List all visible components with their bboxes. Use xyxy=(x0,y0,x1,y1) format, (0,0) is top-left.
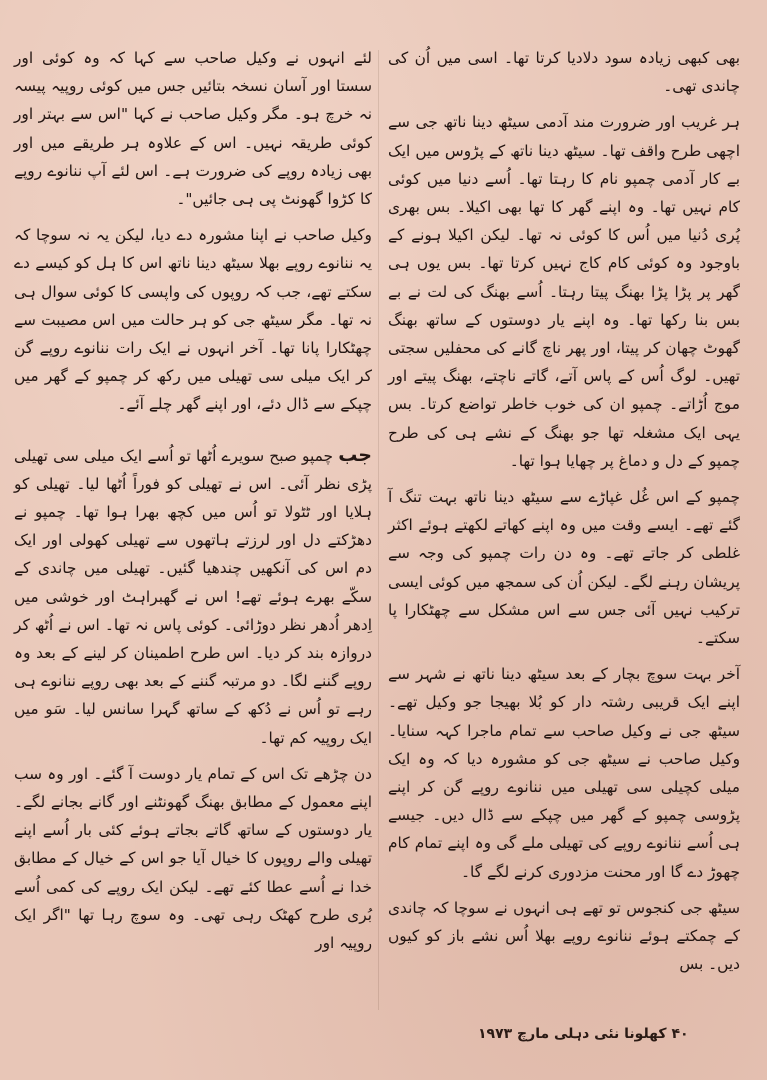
publication-line: کھلونا نئی دہلی مارچ ۱۹۷۳ xyxy=(478,1026,667,1042)
paragraph: سیٹھ جی کنجوس تو تھے ہی انہوں نے سوچا کہ چاندی کے چمکتے ہوئے ننانوے روپے بھلا اُس نشے باز کو کیوں دیں۔ بس xyxy=(388,898,740,974)
paragraph: بھی کبھی زیادہ سود دلادیا کرتا تھا۔ اسی میں اُن کی چاندی تھی۔ xyxy=(388,49,740,96)
column-divider xyxy=(378,50,379,1010)
paragraph: چمپو کے اس غُل غپاڑے سے سیٹھ دینا ناتھ بہت تنگ آ گئے تھے۔ ایسے وقت میں وہ اپنے کھاتے لکھتے ہوئے اکثر غلطی کر جاتے تھے۔ وہ دن رات چمپو کی وجہ سے پریشان رہنے لگے۔ لیکن اُن کی سمجھ میں کوئی ایسی ترکیب نہیں آئی جس سے اس مشکل سے چھٹکارا پا سکتے۔ xyxy=(388,488,740,648)
section-paragraph xyxy=(14,441,372,752)
paragraph: ہر غریب اور ضرورت مند آدمی سیٹھ دینا ناتھ جی سے اچھی طرح واقف تھا۔ سیٹھ دینا ناتھ کے پڑوس میں ایک بے کار آدمی چمپو نام کا رہتا تھا۔ اُسے دنیا میں کوئی کام نہیں تھا۔ وہ اپنے گھر کا تھا بھی اکیلا۔ بس بھری پُری دُنیا میں اُس کا کوئی نہ تھا۔ لیکن اکیلا ہونے کے باوجود وہ کوئی کام کاج نہیں کرتا تھا۔ بس یوں ہی گھر پر پڑا پڑا بھنگ پیتا رہتا۔ اُسے بھنگ کی لت نے بے بس بنا رکھا تھا۔ وہ اپنے یار دوستوں کے ساتھ بھنگ گھوٹ چھان کر پیتا، اور پھر ناچ گانے کی محفلیں سجتی تھیں۔ لوگ اُس کے پاس آتے، گاتے ناچتے، بھنگ پیتے اور موج اُڑاتے۔ چمپو ان کی خوب خاطر تواضع کرتا۔ بس یہی ایک مشغلہ تھا جو بھنگ کے نشے ہی کی طرح چمپو کے دل و دماغ پر چھایا ہوا تھا۔ xyxy=(388,113,740,470)
paragraph: لئے انہوں نے وکیل صاحب سے کہا کہ وہ کوئی اور سستا اور آسان نسخہ بتائیں جس میں کوئی روپیہ پیسہ نہ خرچ ہو۔ مگر وکیل صاحب نے کہا "اس سے بہتر اور کوئی طریقہ نہیں۔ اس کے علاوہ ہر طریقے میں اور بھی زیادہ روپے کی ضرورت ہے۔ اس لئے آپ ننانوے روپے کا کڑوا گھونٹ پی ہی جائیں"۔ xyxy=(14,49,372,209)
dropcap-word: جب xyxy=(338,443,372,466)
paragraph: آخر بہت سوچ بچار کے بعد سیٹھ دینا ناتھ نے شہر سے اپنے ایک قریبی رشتہ دار کو بُلا بھیجا جو وکیل تھے۔ سیٹھ جی نے وکیل صاحب سے تمام ماجرا کہہ سنایا۔ وکیل صاحب نے سیٹھ جی کو مشورہ دیا کہ وہ ایک میلی کچیلی سی تھیلی میں ننانوے روپے گن کر اپنے پڑوسی چمپو کے گھر میں چپکے سے ڈال دیں۔ جیسے ہی اُسے ننانوے روپے کی تھیلی ملے گی وہ اپنے تمام کام چھوڑ دے گا اور محنت مزدوری کرنے لگے گا۔ xyxy=(388,665,740,881)
left-column xyxy=(14,44,372,957)
page-footer xyxy=(478,1026,689,1042)
page-number: ۴۰ xyxy=(671,1026,689,1042)
paragraph: وکیل صاحب نے اپنا مشورہ دے دیا، لیکن یہ نہ سوچا کہ یہ ننانوے روپے بھلا سیٹھ دینا ناتھ اس کا ہل کو کیسے دے سکتے تھے، جب کہ روپوں کی واپسی کا کوئی سوال ہی نہ تھا۔ مگر سیٹھ جی کو ہر حالت میں اس مصیبت سے چھٹکارا پانا تھا۔ آخر انہوں نے ایک رات ننانوے روپے گن کر ایک میلی سی تھیلی میں رکھ کر چمپو کے گھر میں چپکے سے ڈال دئے، اور اپنے گھر چلے آئے۔ xyxy=(14,226,372,414)
right-column xyxy=(388,44,740,979)
paragraph: دن چڑھے تک اس کے تمام یار دوست آ گئے۔ اور وہ سب اپنے معمول کے مطابق بھنگ گھونٹنے اور گانے بجانے لگے۔ یار دوستوں کے ساتھ گاتے بجاتے ہوئے کئی بار اُسے اپنے تھیلی والے روپوں کا خیال آیا جو اس کے خیال کے مطابق خدا نے اُسے عطا کئے تھے۔ لیکن ایک روپے کی کمی اُسے بُری طرح کھٹک رہی تھی۔ وہ سوچ رہا تھا "اگر ایک روپیہ اور xyxy=(14,764,372,953)
paragraph-text: چمپو صبح سویرے اُٹھا تو اُسے ایک میلی سی تھیلی پڑی نظر آئی۔ اس نے تھیلی کو فوراً اُٹھا لیا۔ تھیلی کو ہلایا اور ٹٹولا تو اُس میں کچھ بھرا ہوا تھا۔ چمپو نے دھڑکتے دل اور لرزتے ہاتھوں سے تھیلی کھولی اور ایک دم اس کی آنکھیں چندھیا گئیں۔ تھیلی میں چاندی کے سکّے بھرے ہوئے تھے! اس نے گھبراہٹ اور خوشی میں اِدھر اُدھر نظر دوڑائی۔ کوئی پاس نہ تھا۔ اس نے اُٹھ کر دروازہ بند کر دیا۔ اس طرح اطمینان کر لینے کے بعد وہ روپے گننے لگا۔ دو مرتبہ گننے کے بعد بھی روپے ننانوے ہی رہے تو اُس نے دُکھ کے ساتھ گہرا سانس لیا۔ سَو میں ایک روپیہ کم تھا۔ xyxy=(14,446,372,747)
